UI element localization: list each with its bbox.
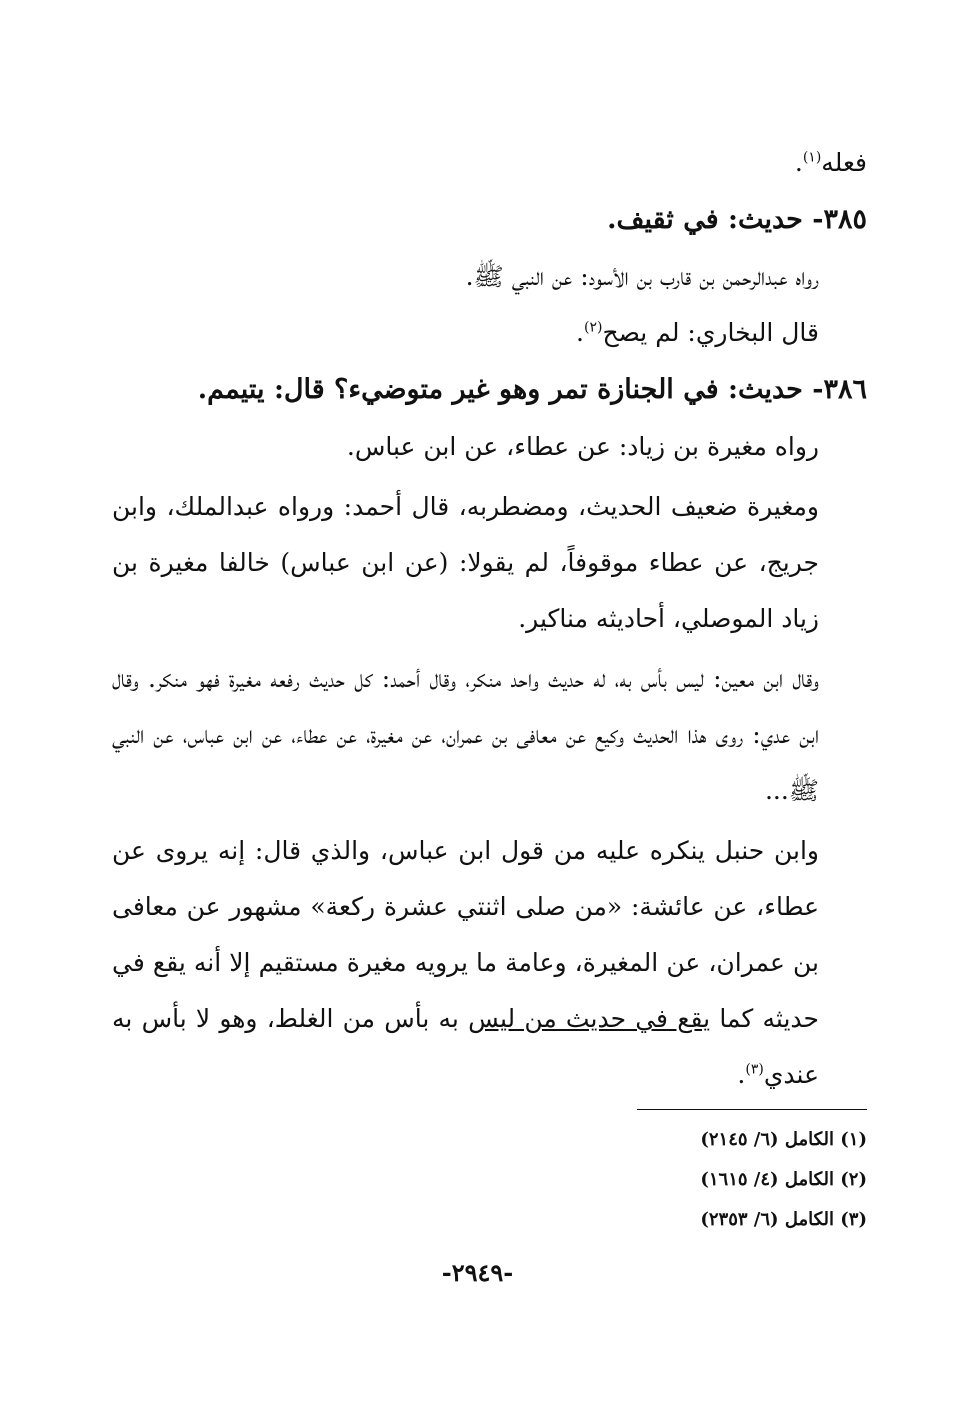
footnote-3: (٣) الكامل (٦/ ٢٣٥٣) xyxy=(700,1209,867,1230)
underlined-text: يقع في حديث من ليس xyxy=(468,1004,711,1033)
footnote-2: (٢) الكامل (٤/ ١٦١٥) xyxy=(700,1169,867,1190)
footnote-ref-3: (٣) xyxy=(745,1061,764,1078)
hadith-386-paragraph-3: وقال ابن معين: ليس بأس به، له حديث واحد منكر، وقال أحمد: كل حديث رفعه مغيرة فهو منكر. وقال ابن عدي: روى هذا الحديث وكيع عن معافى بن عمران، عن مغيرة، عن عطاء، عن ابن عباس، عن النبي ﷺ... xyxy=(112,664,819,805)
footnote-1: (١) الكامل (٦/ ٢١٤٥) xyxy=(700,1129,867,1150)
footnote-ref-1: (١) xyxy=(802,149,822,166)
period: . xyxy=(794,148,803,177)
period: . xyxy=(737,1060,746,1089)
footnote-ref-2: (٢) xyxy=(584,319,603,336)
hadith-386-heading: ٣٨٦- حديث: في الجنازة تمر وهو غير متوضيء؟ قال: يتيمم. xyxy=(197,374,867,405)
continuation-text: فعله xyxy=(821,148,867,177)
hadith-386-paragraph-2: ومغيرة ضعيف الحديث، ومضطربه، قال أحمد: ورواه عبدالملك، وابن جريج، عن عطاء موقوفاً، لم يقولا: (عن ابن عباس) خالفا مغيرة بن زياد الموصلي، أحاديثه مناكير. xyxy=(112,492,819,633)
hadith-385-verdict xyxy=(112,305,867,361)
page-number: -٢٩٤٩- xyxy=(441,1258,514,1287)
paragraph-text: وابن حنبل ينكره عليه من قول ابن عباس، والذي قال: إنه يروى عن عطاء، عن عائشة: «من صلى اثنتي عشرة ركعة» مشهور عن معافى بن عمران، عن المغيرة، وعامة ما يرويه مغيرة مستقيم إلا أنه يقع في حديثه كما xyxy=(112,836,819,1033)
verdict-text: قال البخاري: لم يصح xyxy=(602,318,819,347)
paragraph-text-end: به بأس من الغلط، وهو لا بأس به عندي xyxy=(112,1004,819,1089)
hadith-385-narration: رواه عبدالرحمن بن قارب بن الأسود: عن النبي ﷺ. xyxy=(465,262,819,291)
hadith-386-narration: رواه مغيرة بن زياد: عن عطاء، عن ابن عباس. xyxy=(346,432,819,461)
footnote-separator xyxy=(637,1109,867,1110)
continuation-line xyxy=(112,135,867,191)
hadith-385-heading: ٣٨٥- حديث: في ثقيف. xyxy=(607,204,867,235)
period: . xyxy=(576,318,584,347)
hadith-386-paragraph-4 xyxy=(112,823,867,1103)
